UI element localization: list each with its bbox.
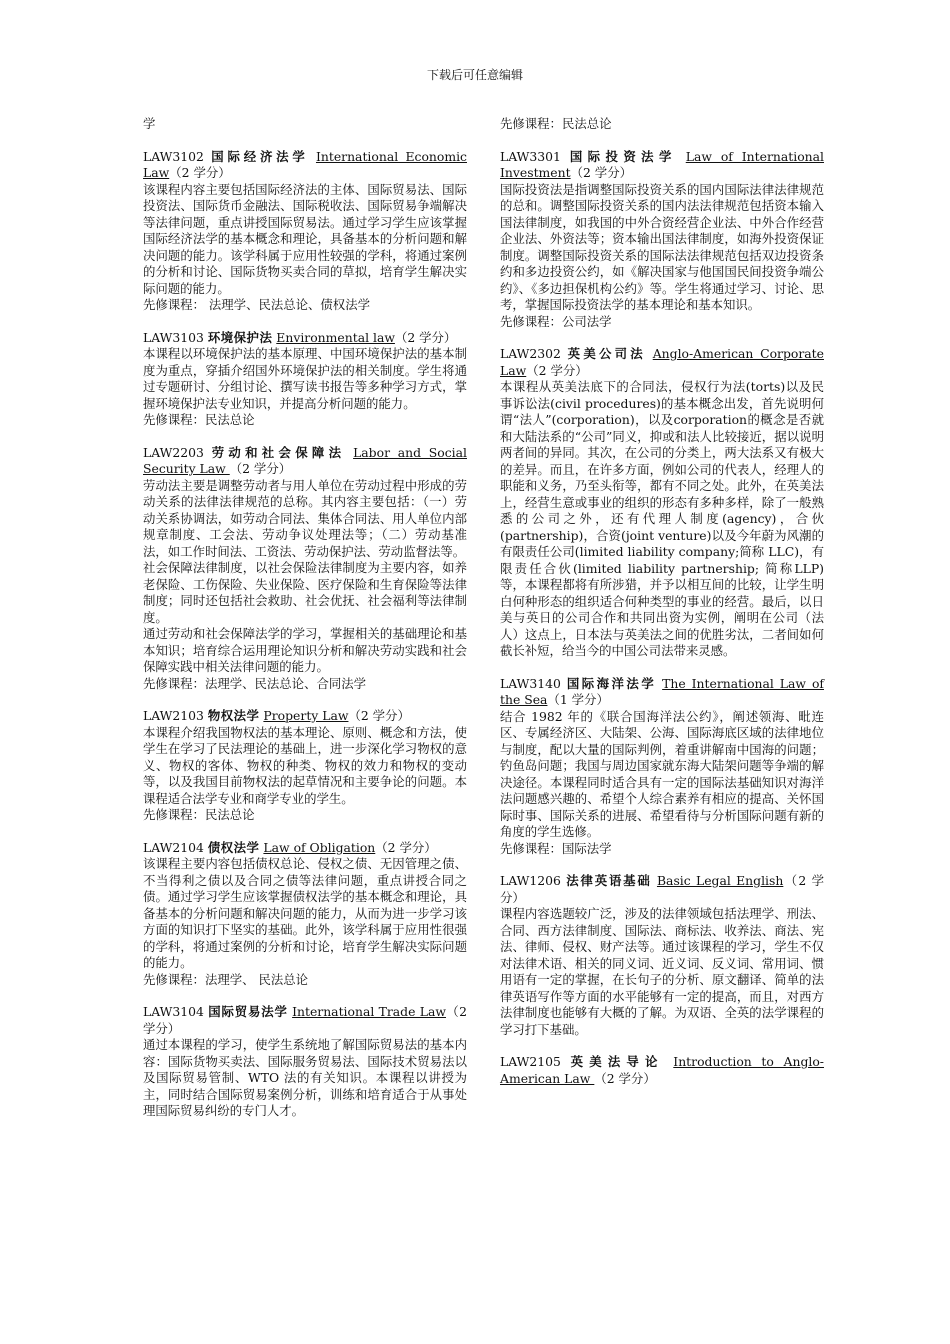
continued-fragment: 学 xyxy=(143,116,156,131)
course-credit: （2 学分） xyxy=(526,362,588,378)
course-prereq: 先修课程：法理学、民法总论、合同法学 xyxy=(143,675,367,691)
course-heading xyxy=(500,873,824,906)
course-heading xyxy=(143,149,467,182)
course-prereq: 先修课程： 法理学、民法总论、债权法学 xyxy=(143,297,370,312)
course-title-en: Environmental law xyxy=(276,329,395,345)
course-title-en: Basic Legal English xyxy=(656,873,784,888)
course-code: LAW1206 xyxy=(500,873,567,888)
course-title-cn: 债权法学 xyxy=(207,839,260,855)
course-code: LAW2103 xyxy=(143,708,208,723)
course-title-cn: 国际投资法学 xyxy=(569,148,677,164)
course-credit: （2 学分） xyxy=(570,165,632,180)
course-title-en: Law of International Investment xyxy=(500,148,824,180)
course-description: 结合 1982 年的《联合国海洋法公约》，阐述领海、毗连区、专属经济区、大陆架、公海、国际海底区域的法律地位与制度，配以大量的国际判例，着重讲解南中国海的问题；钓鱼岛问题；我国与周边国家就东海大陆架问题等争端的解决途径。本课程同时适合具有一定的国际法基础知识对海洋法问题感兴趣的、希望个人综合素养有相应的提高、关怀国际时事、国际关系的进展、希望看待与分析国际问题有新的角度的学生选修。 xyxy=(500,708,824,839)
course-title-cn: 环境保护法 xyxy=(207,329,273,345)
course-description: 该课程主要内容包括债权总论、侵权之债、无因管理之债、不当得利之债以及合同之债等法律问题，重点讲授合同之债。通过学习学生应该掌握债权法学的基本概念和理论，具备基本的分析问题和解决问题的能力，从而为进一步学习该方面的知识打下坚实的基础。此外，该学科属于应用性很强的学科，将通过案例的分析和讨论，培育学生解决实际问题的能力。 xyxy=(143,856,467,970)
course-credit: （2 学分） xyxy=(169,165,231,180)
course-code: LAW3140 xyxy=(500,675,567,691)
course-description: 本课程介绍我国物权法的基本理论、原则、概念和方法，使学生在学习了民法理论的基础上，进一步深化学习物权的意义、物权的客体、物权的种类、物权的效力和物权的变动等，以及我国目前物权法的起草情况和主要争论的问题。本课程适合法学专业和商学专业的学生。 xyxy=(143,724,467,806)
course-prereq: 先修课程：民法总论 xyxy=(143,807,255,822)
course-heading xyxy=(500,1054,824,1087)
course-description: 本课程以环境保护法的基本原理、中国环境保护法的基本制度为重点，穿插介绍国外环境保护法的相关制度。学生将通过专题研讨、分组讨论、撰写读书报告等多种学习方式，掌握环境保护法专业知识，并提高分析问题的能力。 xyxy=(143,346,467,411)
course-heading xyxy=(143,330,467,347)
course-description: 国际投资法是指调整国际投资关系的国内国际法律法律规范的总和。调整国际投资关系的国内法法律规范包括资本输入国法律制度，如我国的中外合资经营企业法、中外合作经营企业法、外资法等；资本输出国法律制度，如海外投资保证制度。调整国际投资关系的国际法法律规范包括双边投资条约和多边投资公约，如《解决国家与他国国民间投资争端公约》、《多边担保机构公约》等。学生将通过学习、讨论、思考，掌握国际投资法学的基本理论和基本知识。 xyxy=(500,181,824,312)
course-description: 课程内容选题较广泛，涉及的法律领域包括法理学、刑法、合同、西方法律制度、国际法、商标法、收养法、商法、宪法、律师、侵权、财产法等。通过该课程的学习，学生不仅对法律术语、相关的同义词、近义词、反义词、常用词、惯用语有一定的掌握，在长句子的分析、原文翻译、简单的法律英语写作等方面的水平能够有一定的提高，而且，对西方法律制度也能够有大概的了解。为双语、全英的法学课程的学习打下基础。 xyxy=(500,906,824,1037)
course-title-cn: 国际贸易法学 xyxy=(208,1004,288,1019)
course-credit: （2 学分） xyxy=(229,461,292,476)
course-description: 通过劳动和社会保障法学的学习，掌握相关的基础理论和基本知识；培育综合运用理论知识分析和解决劳动实践和社会保障实践中相关法律问题的能力。 xyxy=(143,626,467,674)
course-credit: （2 学分） xyxy=(500,873,824,905)
course-code: LAW2302 xyxy=(500,346,568,361)
course-title-cn: 劳动和社会保障法 xyxy=(211,444,346,460)
course-law3103 xyxy=(143,330,467,429)
course-title-cn: 英美法导论 xyxy=(570,1054,664,1069)
course-prereq: 先修课程：国际法学 xyxy=(500,840,612,856)
course-title-cn: 国际海洋法学 xyxy=(566,675,657,691)
course-code: LAW2203 xyxy=(143,444,212,460)
course-title-en: Property Law xyxy=(263,708,349,723)
course-credit: （1 学分） xyxy=(547,692,609,707)
course-law1206 xyxy=(500,873,824,1038)
course-heading xyxy=(500,346,824,379)
page-header: 下载后可任意编辑 xyxy=(426,68,523,82)
course-code: LAW3102 xyxy=(143,148,212,164)
course-prereq: 先修课程：公司法学 xyxy=(500,313,612,329)
course-law2103 xyxy=(143,708,467,824)
course-description: 劳动法主要是调整劳动者与用人单位在劳动过程中形成的劳动关系的法律法律规范的总称。其内容主要包括：（一）劳动关系协调法，如劳动合同法、集体合同法、用人单位内部规章制度、工会法、劳动争议处理法等；（二）劳动基准法，如工作时间法、工资法、劳动保护法、劳动监督法等。 xyxy=(143,477,467,559)
course-title-cn: 法律英语基础 xyxy=(566,873,652,888)
course-description: 通过本课程的学习，使学生系统地了解国际贸易法的基本内容：国际货物买卖法、国际服务贸易法、国际技术贸易法以及国际贸易管制、WTO 法的有关知识。本课程以讲授为主，同时结合国际贸易案例分析，训练和培育适合于从事处理国际贸易纠纷的专门人才。 xyxy=(143,1037,467,1118)
course-heading xyxy=(143,708,467,725)
continued-fragment: 先修课程：民法总论 xyxy=(500,116,612,131)
course-title-en: Labor and Social Security Law xyxy=(143,444,467,476)
course-law3140 xyxy=(500,676,824,858)
course-law3102 xyxy=(143,149,467,314)
left-column xyxy=(143,116,467,1136)
course-heading xyxy=(500,676,824,709)
course-description: 社会保障法律制度，以社会保险法律制度为主要内容，如养老保险、工伤保险、失业保险、医疗保险和生育保险等法律制度；同时还包括社会救助、社会优抚、社会福利等法律制度。 xyxy=(143,560,467,625)
course-prereq: 先修课程：民法总论 xyxy=(143,412,255,427)
course-heading xyxy=(143,840,467,857)
course-title-en: Anglo-American Corporate Law xyxy=(500,346,824,378)
course-credit: （2 学分） xyxy=(375,839,437,855)
course-credit: （2 学分） xyxy=(594,1070,656,1086)
course-credit: （2 学分） xyxy=(348,708,410,723)
right-column xyxy=(500,116,824,1103)
course-law2203 xyxy=(143,445,467,693)
course-description: 本课程从英美法底下的合同法，侵权行为法(torts)以及民事诉讼法(civil procedures)的基本概念出发，首先说明何谓“法人”(corporation)，以及corporation的概念是否就和大陆法系的“公司”同义，抑或和法人比较接近，据以说明两者间的异同。其次，在公司的分类上，两大法系又有极大的差异。而且，在许多方面，例如公司的代表人，经理人的职能和义务，乃至头衔等，都有不同之处。此外，在英美法上，经营生意或事业的组织的形态有多种多样，除了一般熟悉的公司之外，还有代理人制度(agency)，合伙(partnership)，合资(joint venture)以及今年蔚为风潮的有限责任公司(limited liability company;简称 LLC)，有限责任合伙(limited liability partnership; 简称LLP)等，本课程都将有所涉猎，并予以相互间的比较，让学生明白何种形态的组织适合何种类型的事业的经营。最后，以日美与英日的公司合作和共同出资为实例，阐明在公司（法人）这点上，日本法与英美法之间的优胜劣汰，二者间如何截长补短，给当今的中国公司法带来灵感。 xyxy=(500,379,824,658)
course-heading xyxy=(143,1004,467,1037)
course-prereq: 先修课程：法理学、 民法总论 xyxy=(143,971,309,987)
course-description: 该课程内容主要包括国际经济法的主体、国际贸易法、国际投资法、国际货币金融法、国际税收法、国际贸易争端解决等法律问题，重点讲授国际贸易法。通过学习学生应该掌握国际经济法学的基本概念和理论，具备基本的分析问题和解决问题的能力。该学科属于应用性较强的学科，将通过案例的分析和讨论、国际货物买卖合同的草拟，培育学生解决实际问题的能力。 xyxy=(143,181,467,296)
course-title-en: International Economic Law xyxy=(143,148,467,180)
course-code: LAW3104 xyxy=(143,1004,209,1019)
course-title-cn: 英美公司法 xyxy=(567,346,646,361)
course-title-cn: 物权法学 xyxy=(207,708,260,723)
course-law3104 xyxy=(143,1004,467,1120)
course-code: LAW2105 xyxy=(500,1054,571,1069)
course-title-en: The International Law of the Sea xyxy=(500,675,824,707)
course-title-en: Law of Obligation xyxy=(263,839,376,855)
course-credit: （2 学分） xyxy=(394,329,457,345)
course-law2302 xyxy=(500,346,824,660)
course-title-en: International Trade Law xyxy=(292,1004,446,1019)
course-law2104 xyxy=(143,840,467,989)
course-law2105 xyxy=(500,1054,824,1087)
course-title-cn: 国际经济法学 xyxy=(211,148,309,164)
course-code: LAW2104 xyxy=(143,839,208,855)
course-law3301 xyxy=(500,149,824,331)
course-credit: （2 学分） xyxy=(143,1004,467,1036)
course-code: LAW3301 xyxy=(500,148,570,164)
course-title-en: Introduction to Anglo-American Law xyxy=(500,1054,824,1086)
course-code: LAW3103 xyxy=(143,329,208,345)
course-heading xyxy=(500,149,824,182)
course-heading xyxy=(143,445,467,478)
